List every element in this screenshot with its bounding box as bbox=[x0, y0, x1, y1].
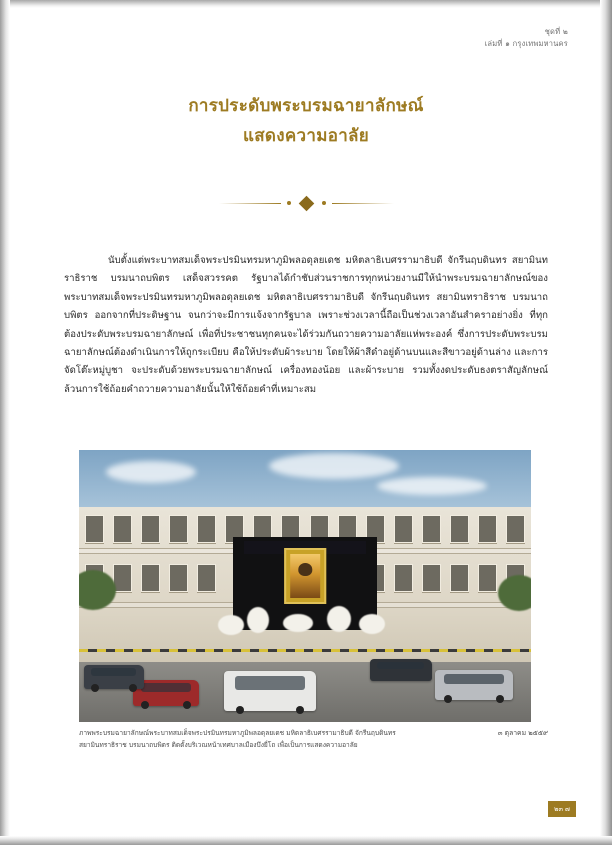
photo-portrait-figure bbox=[298, 563, 312, 576]
photo-car-wheel bbox=[296, 706, 304, 714]
body-paragraph: นับตั้งแต่พระบาทสมเด็จพระปรมินทรมหาภูมิพลอดุลยเดช มหิตลาธิเบศรรามาธิบดี จักรีนฤบดินทร สยามินทราธิราช บรมนาถบพิตร เสด็จสวรรคต รัฐบาลได้กำชับส่วนราชการทุกหน่วยงานมีให้นำพระบรมฉายาลักษณ์ของพระบาทสมเด็จพระปรมินทรมหาภูมิพลอดุลยเดช มหิตลาธิเบศรรามาธิบดี จักรีนฤบดินทร สยามินทราธิราช บรมนาถบพิตร ออกจากที่ประดิษฐาน จนกว่าจะมีการแจ้งจากรัฐบาล เพราะช่วงเวลานี้ถือเป็นช่วงเวลาอันสำคราอย่างยิ่ง ที่ทุกต้องประดับพระบรมฉายาลักษณ์ เพื่อที่ประชาชนทุกคนจะได้ร่วมกันถวายความอาลัยแห่พระองค์ ซึ่งการประดับพระบรมฉายาลักษณ์ต้องดำเนินการให้ถูกระเบียบ คือให้ประดับผ้าระบาย โดยให้ผ้าสีดำอยู่ด้านบนและสีขาวอยู่ด้านล่าง และการจัดโต๊ะหมู่บูชา จะประดับด้วยพระบรมฉายาลักษณ์ เครื่องทองน้อย และผ้าระบาย รวมทั้งงดประดับธงตราสัญลักษณ์ ล้วนการใช้ถ้อยคำถวายความอาลัยนั้นให้ใช้ถ้อยคำที่เหมาะสม bbox=[64, 255, 548, 395]
photo-window bbox=[422, 564, 441, 592]
photo-royal-portrait-frame bbox=[284, 548, 326, 604]
ornament-line-right bbox=[332, 203, 394, 204]
photo-window bbox=[506, 515, 525, 543]
photo-date: ๓ ตุลาคม ๒๕๕๙ bbox=[497, 729, 548, 737]
ornament-line-left bbox=[219, 203, 281, 204]
photo-window bbox=[478, 515, 497, 543]
photo-window bbox=[169, 564, 188, 592]
photo-car-wheel bbox=[141, 701, 149, 709]
header-volume-label: เล่มที่ ๑ กรุงเทพมหานคร bbox=[484, 38, 568, 48]
photo-car-silver-right bbox=[435, 670, 513, 700]
photo-window bbox=[141, 515, 160, 543]
photo-window bbox=[113, 515, 132, 543]
photo-window bbox=[197, 515, 216, 543]
photo-window bbox=[197, 564, 216, 592]
photo-flower bbox=[327, 606, 351, 632]
header-series-label: ชุดที่ ๒ bbox=[544, 27, 568, 36]
photo-car-white-van bbox=[224, 671, 316, 711]
photo-car-wheel bbox=[91, 684, 99, 692]
photo-window bbox=[422, 515, 441, 543]
photo-flower-arrangement bbox=[215, 602, 396, 646]
photo-car-wheel bbox=[129, 684, 137, 692]
page-edge-top bbox=[0, 0, 612, 8]
photo-flower bbox=[359, 614, 385, 634]
photo-car-dark-right bbox=[370, 659, 432, 681]
photo-flower bbox=[283, 614, 313, 632]
photo-fence bbox=[79, 649, 531, 652]
photo-car-wheel bbox=[183, 701, 191, 709]
photo-window bbox=[394, 564, 413, 592]
body-text-block bbox=[64, 252, 548, 399]
page-title-line-2: แสดงความอาลัย bbox=[242, 125, 370, 146]
photo-window bbox=[85, 515, 104, 543]
photo-flower bbox=[247, 607, 269, 633]
photo-car-window bbox=[91, 668, 137, 676]
photo-window bbox=[450, 515, 469, 543]
photo-window bbox=[394, 515, 413, 543]
photo-window bbox=[169, 515, 188, 543]
ornament-dot-left bbox=[287, 201, 291, 205]
photo-window bbox=[450, 564, 469, 592]
photo-car-window bbox=[377, 662, 424, 669]
photo-cloud-2 bbox=[269, 453, 399, 479]
photo-car-window bbox=[141, 683, 191, 692]
ornament-divider bbox=[0, 192, 612, 214]
photo-flower bbox=[218, 615, 244, 635]
photo-car-window bbox=[235, 676, 305, 690]
photo-caption: ภาพพระบรมฉายาลักษณ์พระบาทสมเด็จพระปรมินทรมหาภูมิพลอดุลยเดช มหิตลาธิเบศรรามาธิบดี จักรีนฤบดินทร สยามินทราธิราช บรมนาถบพิตร ติดตั้งบริเวณหน้าเทศบาลเมืองบึงยี่โถ เพื่อเป็นการแสดงความอาลัย bbox=[79, 729, 396, 750]
photo-car-dark-left bbox=[84, 665, 144, 689]
photo-window bbox=[141, 564, 160, 592]
ornament-dot-right bbox=[322, 201, 326, 205]
page-title bbox=[0, 92, 612, 152]
photo-car-wheel bbox=[236, 706, 244, 714]
photo-window bbox=[478, 564, 497, 592]
page-header bbox=[485, 26, 568, 49]
photo-cloud-1 bbox=[106, 461, 196, 483]
photo-car-window bbox=[444, 674, 503, 684]
photo-royal-portrait-image bbox=[290, 554, 320, 597]
page-folio: ๒๓ ๗ bbox=[548, 801, 576, 817]
page-title-line-1: การประดับพระบรมฉายาลักษณ์ bbox=[188, 96, 424, 116]
ornament-diamond-icon bbox=[298, 195, 314, 211]
photo-royal-portrait-display bbox=[79, 450, 531, 722]
page-edge-bottom bbox=[0, 836, 612, 845]
